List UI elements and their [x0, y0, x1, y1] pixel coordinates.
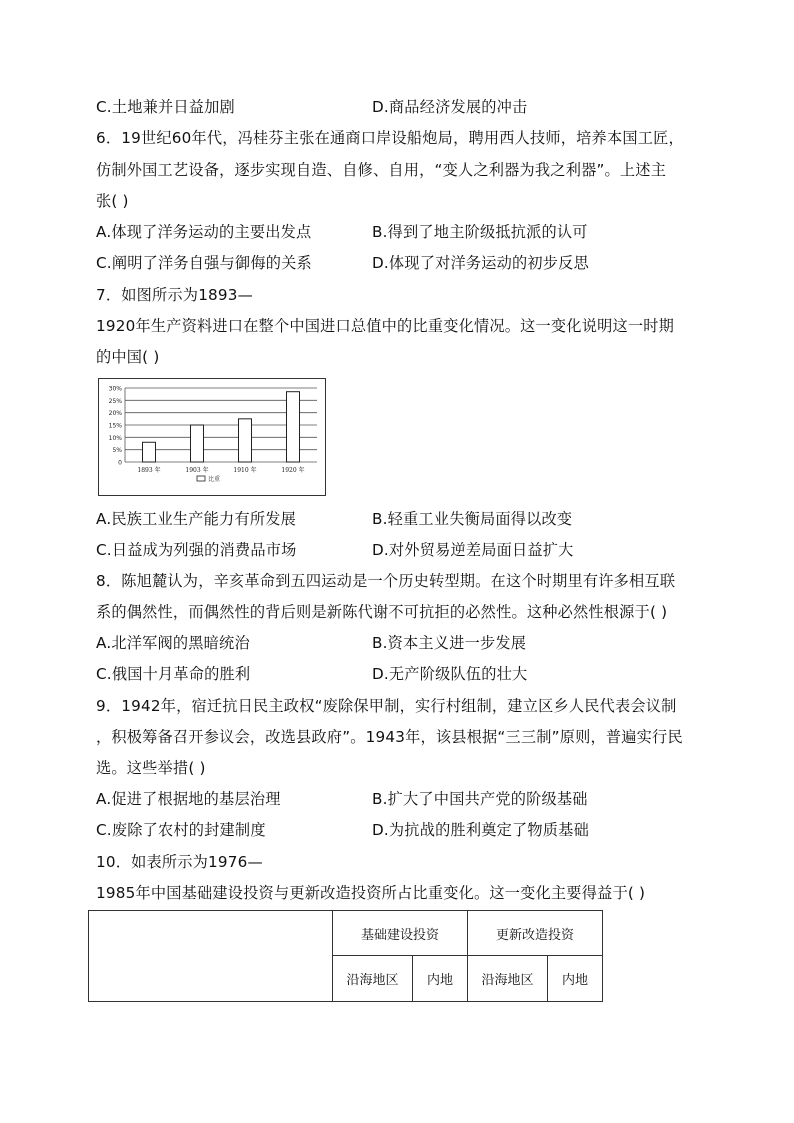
q8-option-c: C.俄国十月革命的胜利: [96, 665, 251, 683]
q8-stem-line-1: 8．陈旭麓认为，辛亥革命到五四运动是一个历史转型期。在这个时期里有许多相互联: [96, 572, 676, 590]
q7-option-d: D.对外贸易逆差局面日益扩大: [372, 541, 574, 559]
q8-option-d: D.无产阶级队伍的壮大: [372, 665, 528, 683]
q9-stem-line-1: 9．1942年，宿迁抗日民主政权“废除保甲制，实行村组制，建立区乡人民代表会议制: [96, 697, 677, 715]
y-tick-label: 25%: [108, 397, 122, 405]
q5-option-d: D.商品经济发展的冲击: [372, 98, 528, 116]
q9-option-d: D.为抗战的胜利奠定了物质基础: [372, 821, 589, 839]
q8-option-a: A.北洋军阀的黑暗统治: [96, 634, 250, 652]
q10-stem-line-2: 1985年中国基础建设投资与更新改造投资所占比重变化。这一变化主要得益于( ): [96, 884, 646, 902]
q9-stem-line-3: 选。这些举措( ): [96, 759, 206, 777]
table-subheader-inland: 内地: [548, 956, 603, 1002]
x-tick-label: 1903 年: [185, 467, 209, 474]
q7-option-c: C.日益成为列强的消费品市场: [96, 541, 297, 559]
q6-option-a: A.体现了洋务运动的主要出发点: [96, 223, 312, 241]
q10-stem-line-1: 10．如表所示为1976—: [96, 853, 263, 871]
bar: [143, 442, 156, 462]
q7-bar-chart: [98, 378, 326, 496]
q8-option-b: B.资本主义进一步发展: [372, 634, 527, 652]
q9-option-a: A.促进了根据地的基层治理: [96, 790, 281, 808]
q5-option-c: C.土地兼并日益加剧: [96, 98, 235, 116]
chart-svg: [99, 379, 324, 494]
q6-stem-line-1: 6．19世纪60年代，冯桂芬主张在通商口岸设船炮局，聘用西人技师，培养本国工匠，: [96, 129, 684, 147]
x-tick-label: 1910 年: [233, 467, 257, 474]
y-tick-label: 30%: [108, 385, 122, 393]
q7-option-b: B.轻重工业失衡局面得以改变: [372, 510, 573, 528]
q9-stem-line-2: ，积极筹备召开参议会，改选县政府”。1943年，该县根据“三三制”原则，普遍实行民: [96, 728, 683, 746]
q7-stem-line-3: 的中国( ): [96, 348, 160, 366]
table-header-renovation: 更新改造投资: [468, 911, 603, 956]
table-subheader-coastal: 沿海地区: [333, 956, 413, 1002]
q6-option-d: D.体现了对洋务运动的初步反思: [372, 254, 589, 272]
y-tick-label: 20%: [108, 410, 122, 418]
table-subheader-coastal: 沿海地区: [468, 956, 548, 1002]
q10-table: [88, 910, 603, 1002]
bar: [191, 425, 204, 462]
x-tick-label: 1920 年: [281, 467, 305, 474]
y-tick-label: 0: [118, 459, 122, 467]
bar: [287, 392, 300, 462]
q9-option-c: C.废除了农村的封建制度: [96, 821, 266, 839]
q9-option-b: B.扩大了中国共产党的阶级基础: [372, 790, 588, 808]
q6-option-b: B.得到了地主阶级抵抗派的认可: [372, 223, 588, 241]
q7-option-a: A.民族工业生产能力有所发展: [96, 510, 296, 528]
bar: [239, 419, 252, 462]
y-tick-label: 10%: [108, 434, 122, 442]
y-tick-label: 15%: [108, 422, 122, 430]
legend-label: 比重: [208, 476, 221, 483]
table-header-infrastructure: 基础建设投资: [333, 911, 468, 956]
q6-stem-line-2: 仿制外国工艺设备，逐步实现自造、自修、自用，“变人之利器为我之利器”。上述主: [96, 161, 667, 179]
q6-option-c: C.阐明了洋务自强与御侮的关系: [96, 254, 312, 272]
table-row: [89, 911, 603, 956]
table-subheader-inland: 内地: [413, 956, 468, 1002]
x-tick-label: 1893 年: [137, 467, 161, 474]
q7-stem-line-1: 7．如图所示为1893—: [96, 286, 254, 304]
q8-stem-line-2: 系的偶然性，而偶然性的背后则是新陈代谢不可抗拒的必然性。这种必然性根源于( ): [96, 603, 668, 621]
q7-stem-line-2: 1920年生产资料进口在整个中国进口总值中的比重变化情况。这一变化说明这一时期: [96, 317, 675, 335]
table-corner-cell: [89, 911, 333, 1002]
legend-swatch: [197, 476, 205, 481]
y-tick-label: 5%: [112, 447, 122, 455]
q6-stem-line-3: 张( ): [96, 192, 129, 210]
